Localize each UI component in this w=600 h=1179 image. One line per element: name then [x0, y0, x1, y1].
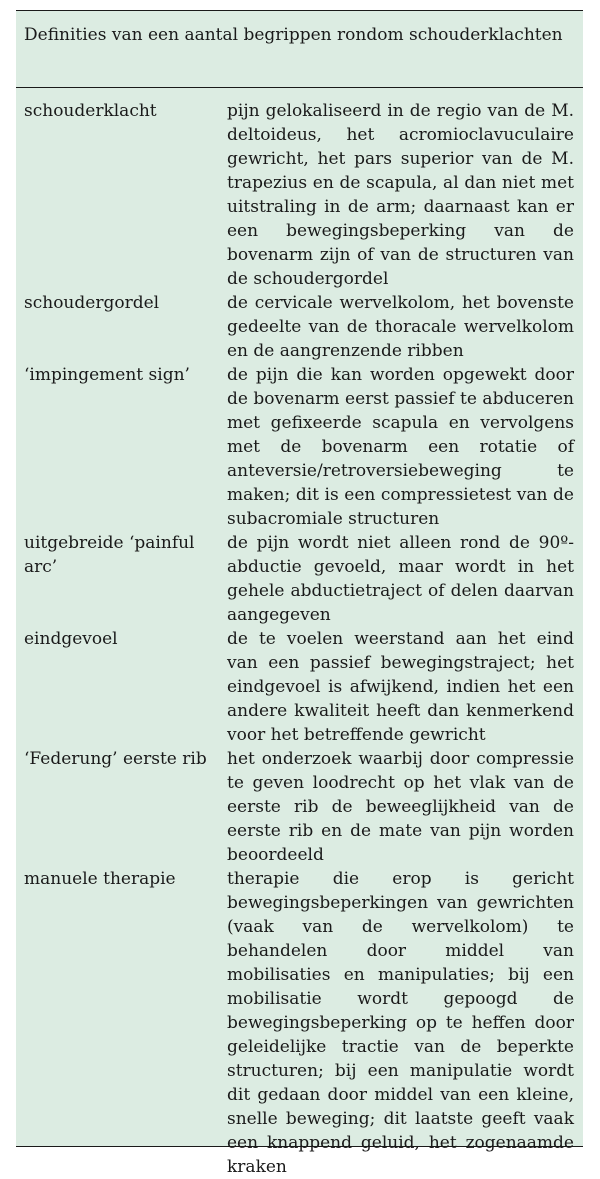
term-cell: ‘impingement sign’	[24, 365, 190, 385]
term-cell: manuele therapie	[24, 869, 176, 889]
table-row	[24, 627, 574, 747]
table-row	[24, 99, 574, 291]
term-cell: eindgevoel	[24, 629, 118, 649]
table-body	[24, 99, 574, 1179]
definition-cell: pijn gelokaliseerd in de regio van de M. deltoideus, het acromioclavuculaire gewricht, het pars superior van de M. trapezius en de scapula, al dan niet met uitstraling in de arm; daarnaast kan er een bewegingsbeperking van de bovenarm zijn of van de structuren van de schoudergordel	[227, 101, 574, 289]
definition-cell: de cervicale wervelkolom, het bovenste gedeelte van de thoracale wervelkolom en de aangrenzende ribben	[227, 293, 574, 361]
term-cell: uitgebreide ‘painful arc’	[24, 533, 195, 577]
definitions-table	[16, 10, 583, 1177]
term-cell: schoudergordel	[24, 293, 160, 313]
term-cell: schouderklacht	[24, 101, 157, 121]
definition-cell: de te voelen weerstand aan het eind van een passief bewegingstraject; het eindgevoel is afwijkend, indien het een andere kwaliteit heeft dan kenmerkend voor het betreffende gewricht	[227, 629, 574, 745]
table-title: Definities van een aantal begrippen rondom schouderklachten	[24, 25, 563, 45]
term-cell: ‘Federung’ eerste rib	[24, 749, 207, 769]
definition-cell: het onderzoek waarbij door compressie te geven loodrecht op het vlak van de eerste rib de beweeglijkheid van de eerste rib en de mate van pijn worden beoordeeld	[227, 749, 574, 865]
table-row	[24, 291, 574, 363]
definition-cell: de pijn die kan worden opgewekt door de bovenarm eerst passief te abduceren met gefixeerde scapula en vervolgens met de bovenarm een rotatie of anteversie/retroversiebeweging te maken; dit is een compressietest van de subacromiale structuren	[227, 365, 574, 529]
title-divider	[16, 87, 583, 88]
table-row	[24, 363, 574, 531]
table-row	[24, 747, 574, 867]
definition-cell: therapie die erop is gericht bewegingsbeperkingen van gewrichten (vaak van de wervelkolom) te behandelen door middel van mobilisaties en manipulaties; bij een mobilisatie wordt gepoogd de bewegingsbeperking op te heffen door geleidelijke tractie van de beperkte structuren; bij een manipulatie wordt dit gedaan door middel van een kleine, snelle beweging; dit laatste geeft vaak een knappend geluid, het zogenaamde kraken	[227, 869, 574, 1177]
table-row	[24, 531, 574, 627]
table-row	[24, 867, 574, 1179]
definition-cell: de pijn wordt niet alleen rond de 90º-abductie gevoeld, maar wordt in het gehele abductietraject of delen daarvan aangegeven	[227, 533, 574, 625]
